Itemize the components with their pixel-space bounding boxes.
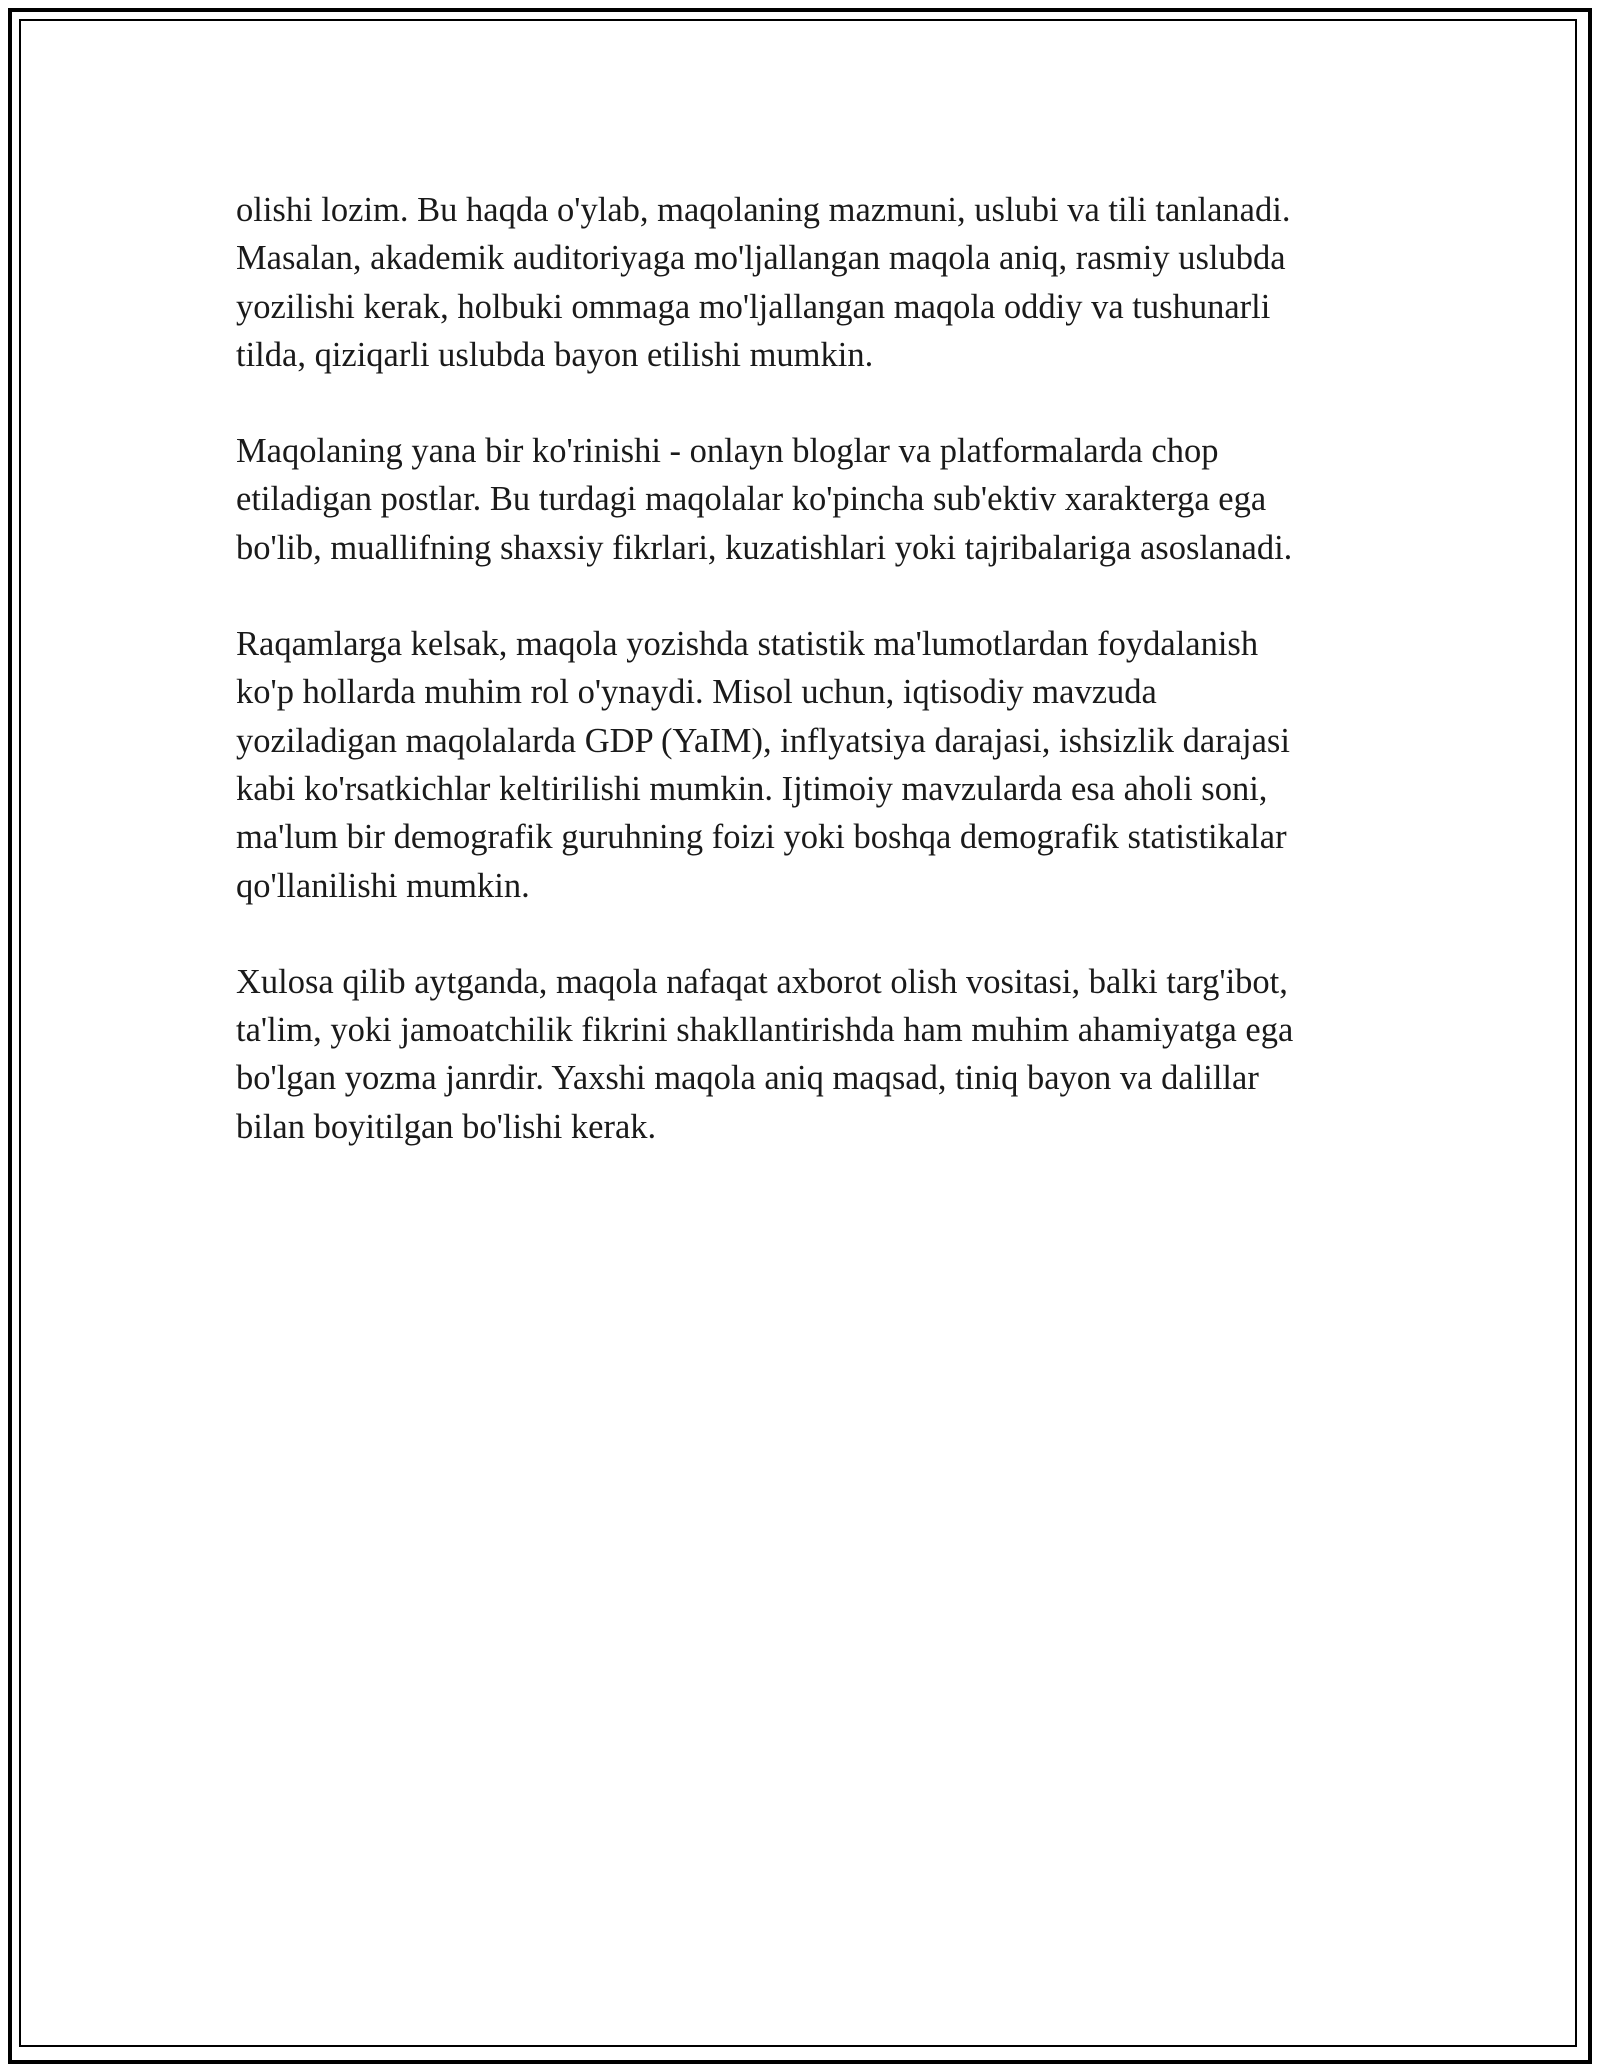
text-line: yozilishi kerak, holbuki ommaga mo'ljallangan maqola oddiy va tushunarli bbox=[236, 287, 1271, 326]
text-line: bo'lgan yozma janrdir. Yaxshi maqola aniq maqsad, tiniq bayon va dalillar bbox=[236, 1059, 1259, 1098]
document-body bbox=[236, 186, 1376, 1199]
paragraph-2 bbox=[236, 427, 1376, 572]
text-line: kabi ko'rsatkichlar keltirilishi mumkin. Ijtimoiy mavzularda esa aholi soni, bbox=[236, 769, 1268, 808]
text-line: Masalan, akademik auditoriyaga mo'ljallangan maqola aniq, rasmiy uslubda bbox=[236, 239, 1286, 278]
text-line: qo'llanilishi mumkin. bbox=[236, 866, 530, 905]
text-line: ma'lum bir demografik guruhning foizi yoki boshqa demografik statistikalar bbox=[236, 818, 1287, 857]
text-line: ta'lim, yoki jamoatchilik fikrini shakllantirishda ham muhim ahamiyatga ega bbox=[236, 1011, 1294, 1050]
text-line: yoziladigan maqolalarda GDP (YaIM), inflyatsiya darajasi, ishsizlik darajasi bbox=[236, 721, 1290, 760]
text-line: bilan boyitilgan bo'lishi kerak. bbox=[236, 1107, 657, 1146]
text-line: ko'p hollarda muhim rol o'ynaydi. Misol uchun, iqtisodiy mavzuda bbox=[236, 673, 1157, 712]
paragraph-4 bbox=[236, 958, 1376, 1151]
text-line: etiladigan postlar. Bu turdagi maqolalar ko'pincha sub'ektiv xarakterga ega bbox=[236, 480, 1267, 519]
text-line: Xulosa qilib aytganda, maqola nafaqat axborot olish vositasi, balki targ'ibot, bbox=[236, 962, 1288, 1001]
text-line: olishi lozim. Bu haqda o'ylab, maqolaning mazmuni, uslubi va tili tanlanadi. bbox=[236, 191, 1291, 229]
text-line: Maqolaning yana bir ko'rinishi - onlayn bloglar va platformalarda chop bbox=[236, 432, 1219, 471]
text-line: bo'lib, muallifning shaxsiy fikrlari, kuzatishlari yoki tajribalariga asoslanadi. bbox=[236, 528, 1293, 567]
text-line: Raqamlarga kelsak, maqola yozishda statistik ma'lumotlardan foydalanish bbox=[236, 625, 1259, 664]
paragraph-3 bbox=[236, 620, 1376, 910]
paragraph-1 bbox=[236, 186, 1376, 379]
text-line: tilda, qiziqarli uslubda bayon etilishi mumkin. bbox=[236, 335, 874, 374]
